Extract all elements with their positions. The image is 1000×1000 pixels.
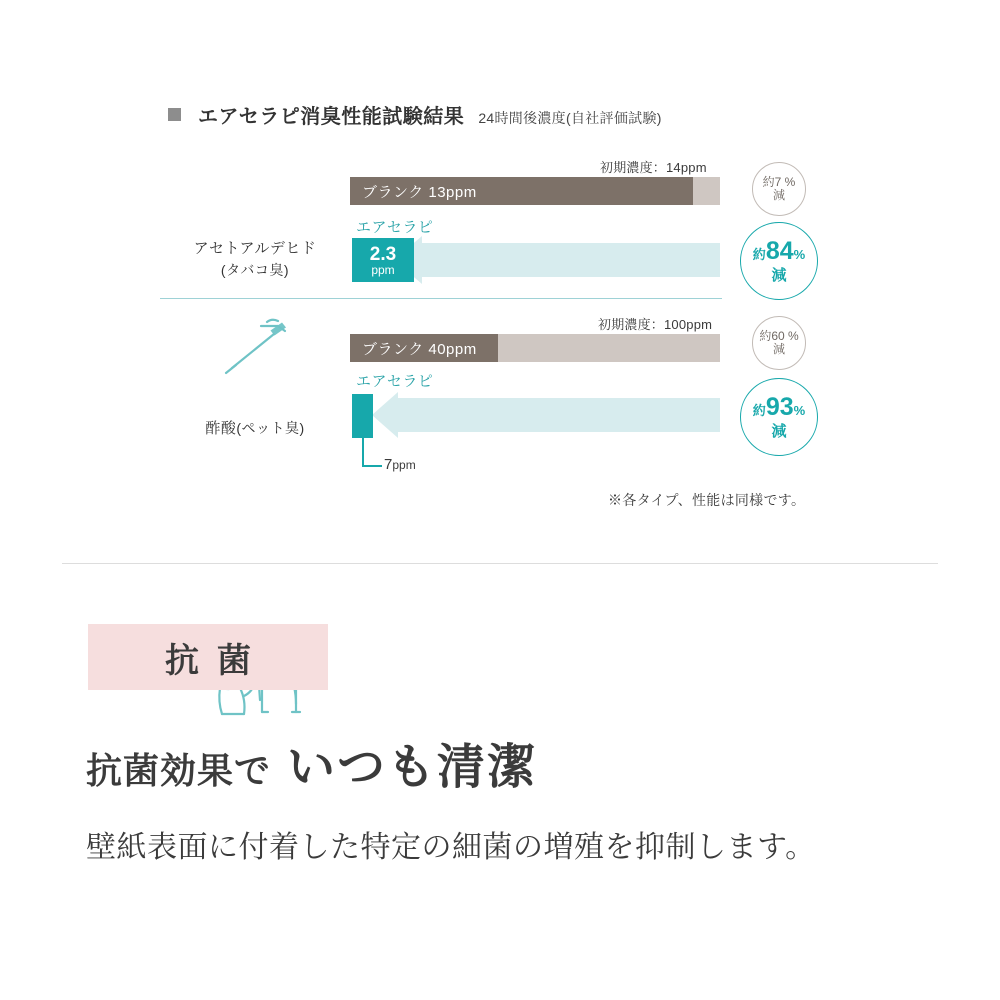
chart-footnote: ※各タイプ、性能は同様です。	[608, 492, 806, 508]
antibacterial-headline	[86, 728, 537, 797]
product-badge-number-2: 93	[765, 393, 794, 421]
product-value-2: 7	[384, 456, 393, 473]
blank-bar-fill-1: ブランク 13ppm	[350, 177, 693, 205]
product-bar-1	[352, 238, 414, 282]
chart-subtitle: 24時間後濃度(自社評価試験)	[478, 110, 662, 126]
chart-group-acetic-acid	[0, 308, 1000, 498]
product-badge-number-1: 84	[765, 237, 794, 265]
leader-line-horizontal	[362, 465, 382, 467]
headline-emphasis: いつも清潔	[287, 741, 538, 794]
antibacterial-description: 壁紙表面に付着した特定の細菌の増殖を抑制します。	[86, 831, 816, 864]
category-main-2: 酢酸(ペット臭)	[205, 420, 305, 437]
chart-group-acetaldehyde	[0, 150, 1000, 305]
product-value-callout-2	[384, 456, 416, 473]
chart-title: エアセラピ消臭性能試験結果	[198, 106, 465, 128]
category-main-1: アセトアルデヒド	[193, 240, 317, 257]
headline-lead: 抗菌効果で	[86, 750, 272, 791]
category-label-2	[160, 418, 350, 440]
product-reduction-badge-2	[740, 378, 818, 456]
antibacterial-tag-label: 抗菌	[165, 641, 269, 680]
blank-badge-suffix-2: 減	[772, 342, 785, 356]
initial-concentration-label-2: 初期濃度：100ppm	[598, 317, 713, 332]
chart-header	[168, 100, 662, 129]
initial-concentration-label-1: 初期濃度：14ppm	[600, 160, 707, 175]
reduction-arrow-band-2	[398, 398, 720, 432]
blank-bar-track-2	[350, 334, 720, 362]
blank-badge-percent-2: 約60 %	[759, 329, 799, 344]
reduction-arrow-head-2	[372, 392, 398, 438]
leader-line-vertical	[362, 438, 364, 466]
product-badge-suffix-1: 減	[771, 267, 787, 284]
product-badge-suffix-2: 減	[771, 423, 787, 440]
product-badge-line1-1	[753, 239, 805, 264]
blank-badge-percent-1: 約7 %	[762, 175, 796, 190]
product-badge-prefix-2: 約	[752, 403, 766, 418]
product-badge-line1-2	[753, 395, 805, 420]
bullet-square-icon	[168, 108, 181, 121]
product-value-1: 2.3	[369, 243, 397, 265]
blank-bar-track-1	[350, 177, 720, 205]
product-badge-prefix-1: 約	[752, 247, 766, 262]
product-unit-1: ppm	[371, 262, 395, 277]
blank-bar-fill-2: ブランク 40ppm	[350, 334, 498, 362]
blank-reduction-badge-1	[752, 162, 806, 216]
product-bar-2	[352, 394, 373, 438]
product-reduction-badge-1	[740, 222, 818, 300]
antibacterial-tag	[88, 624, 328, 690]
category-label-1	[160, 238, 350, 280]
reduction-arrow-band-1	[422, 243, 720, 277]
product-badge-percent-2: %	[793, 403, 806, 418]
group-divider	[160, 298, 722, 299]
product-label-2: エアセラピ	[356, 373, 434, 390]
category-sub-1: (タバコ臭)	[220, 261, 290, 278]
product-label-1: エアセラピ	[356, 219, 434, 236]
blank-reduction-badge-2	[752, 316, 806, 370]
product-badge-percent-1: %	[793, 247, 806, 262]
product-unit-2: ppm	[392, 458, 416, 472]
blank-badge-suffix-1: 減	[772, 188, 785, 202]
section-divider	[62, 563, 938, 564]
